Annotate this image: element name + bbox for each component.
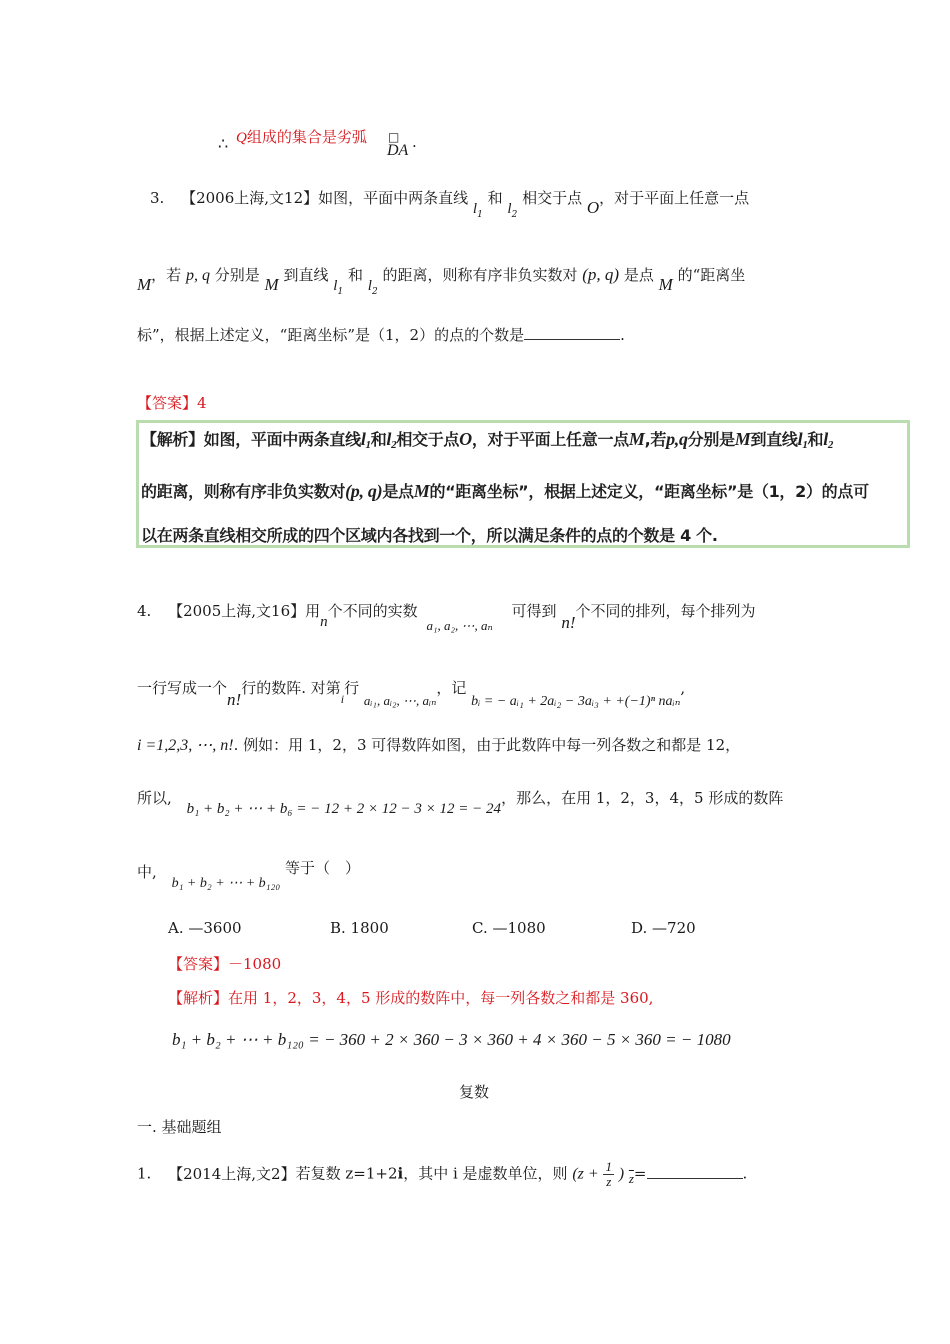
q4-text-5: 一行写成一个 xyxy=(137,679,228,697)
analysis-text-2c: 的“距离坐标”，根据上述定义，“距离坐标”是（1，2）的点可 xyxy=(429,482,869,501)
analysis-text-1h: 和 xyxy=(807,430,824,449)
point-m-3: M xyxy=(658,275,673,294)
q5-period: . xyxy=(742,1164,748,1183)
l2-symbol-2: l xyxy=(367,278,372,294)
analysis-text-2b: 是点 xyxy=(382,482,414,501)
q4-text-13: 中, xyxy=(137,863,157,881)
q5-number: 1. xyxy=(137,1164,152,1183)
option-c: C. —1080 xyxy=(472,919,546,937)
analysis-text-1c: 相交于点 xyxy=(396,430,460,449)
arc-mark: □ xyxy=(388,130,400,144)
analysis-text-1b: 和 xyxy=(370,430,387,449)
analysis-line-1 xyxy=(141,427,833,451)
analysis-m: M xyxy=(628,429,645,449)
q4-analysis-label: 【解析】 xyxy=(168,989,229,1007)
q4-text-1: 用 xyxy=(305,602,321,620)
q3-answer xyxy=(137,392,207,413)
q4-text-10: . 例如：用 1，2，3 可得数阵如图，由于此数阵中每一列各数之和都是 12， xyxy=(233,736,741,754)
analysis-text-3: 以在两条直线相交所成的四个区域内各找到一个，所以满足条件的点的个数是 4 个. xyxy=(141,526,718,545)
q3-text-8: 是点 xyxy=(623,266,654,284)
answer-label: 【答案】 xyxy=(137,394,198,412)
q5-text-2: ，其中 i 是虚数单位，则 xyxy=(403,1164,568,1183)
q4-line-3 xyxy=(137,734,740,755)
n-symbol: n xyxy=(320,614,328,630)
sequence-a: a₁, a₂, ⋯, aₙ xyxy=(426,618,493,633)
l1-symbol: l xyxy=(472,201,478,217)
sum-b6: b₁ + b₂ + ⋯ + b₆ = − 12 + 2 × 12 − 3 × 12 = − 24 xyxy=(186,801,502,817)
q5-frac-den: z xyxy=(606,1174,612,1189)
q5-answer-blank xyxy=(647,1164,743,1179)
l2-sub: 2 xyxy=(511,210,518,220)
analysis-l2: l xyxy=(386,429,392,449)
pq-pair: (p, q) xyxy=(582,265,620,284)
q4-answer-label: 【答案】 xyxy=(168,955,229,973)
top-conclusion xyxy=(236,126,367,147)
q5-frac-num: 1 xyxy=(605,1159,612,1174)
q4-number: 4. xyxy=(137,602,152,620)
analysis-text-1g: 到直线 xyxy=(750,430,798,449)
analysis-l1-b: l xyxy=(797,429,803,449)
top-period: . xyxy=(412,133,417,151)
n-factorial: n! xyxy=(561,613,576,632)
analysis-m-3: M xyxy=(413,481,430,501)
l1-symbol-2: l xyxy=(333,278,338,294)
option-a: A. —3600 xyxy=(168,919,242,937)
q4-answer-value: －1080 xyxy=(228,955,282,973)
q3-source: 【2006上海,文12】 xyxy=(181,189,319,207)
q3-text: 如图，平面中两条直线 xyxy=(318,189,469,207)
q3-line-1 xyxy=(150,187,750,220)
q3-text-5: 分别是 xyxy=(214,266,260,284)
q3-text-6: 到直线 xyxy=(283,266,329,284)
i-symbol: i xyxy=(340,692,345,706)
top-conclusion-text: 组成的集合是劣弧 xyxy=(246,128,367,146)
q5-text-1: 若复数 z=1+2 xyxy=(295,1164,398,1183)
q4-text-4: 个不同的排列，每个排列为 xyxy=(575,602,756,620)
analysis-text-1a: 【解析】如图，平面中两条直线 xyxy=(141,430,361,449)
analysis-text-1d: ，对于平面上任意一点 xyxy=(471,430,629,449)
q4-text-14: 等于（ ） xyxy=(285,859,361,877)
section-title: 复数 xyxy=(459,1083,490,1101)
q4-analysis-text: 在用 1，2，3，4，5 形成的数阵中，每一列各数之和都是 360, xyxy=(228,989,654,1007)
analysis-l1: l xyxy=(360,429,366,449)
q3-line-2 xyxy=(137,264,746,297)
analysis-image-box xyxy=(136,420,910,548)
q3-text-3: ，对于平面上任意一点 xyxy=(599,189,750,207)
point-o: O xyxy=(586,198,600,217)
analysis-o: O xyxy=(459,429,472,449)
analysis-m-2: M xyxy=(734,429,751,449)
q4-text-6: 行的数阵. 对第 xyxy=(241,679,341,697)
q4-text-2: 个不同的实数 xyxy=(327,602,418,620)
q3-text-7: 的距离，则称有序非负实数对 xyxy=(382,266,578,284)
q3-text-11: . xyxy=(620,326,625,344)
analysis-l1-sub: 1 xyxy=(365,439,371,451)
q5-expr-close: ) xyxy=(618,1165,625,1183)
q3-text-10: 标”，根据上述定义，“距离坐标”是（1，2）的点的个数是 xyxy=(137,326,525,344)
analysis-text-1e: ,若 xyxy=(644,430,667,449)
q4-text-11: 所以, xyxy=(137,789,172,807)
answer-value: 4 xyxy=(197,394,207,412)
sum-b120: b₁ + b₂ + ⋯ + b₁₂₀ xyxy=(171,876,281,891)
analysis-line-2 xyxy=(141,479,869,502)
q5-i: i xyxy=(397,1164,404,1183)
l2-sub-2: 2 xyxy=(371,287,378,297)
analysis-l1-sub-b: 1 xyxy=(802,439,808,451)
i-range: i =1,2,3, ⋯, n! xyxy=(137,737,234,754)
z-conjugate: $\overline{z}$ xyxy=(628,1170,634,1186)
q3-text-4: ，若 xyxy=(151,266,182,284)
arc-label: DA xyxy=(387,142,409,159)
q4-line-5 xyxy=(137,859,361,891)
analysis-l2-b: l xyxy=(823,429,828,449)
q4-line-4 xyxy=(137,787,784,817)
therefore-symbol: ∴ xyxy=(218,134,229,153)
analysis-pair: (p, q) xyxy=(345,481,383,501)
row-sequence: aᵢ₁, aᵢ₂, ⋯, aᵢₙ xyxy=(363,693,437,708)
q4-equation: b₁ + b₂ + ⋯ + b₁₂₀ = − 360 + 2 × 360 − 3 × 360 + 4 × 360 − 5 × 360 = − 1080 xyxy=(172,1030,731,1049)
q3-text-2: 相交于点 xyxy=(522,189,583,207)
pq-symbol: p, q xyxy=(185,267,210,284)
q4-text-12: ，那么，在用 1，2，3，4，5 形成的数阵 xyxy=(501,789,784,807)
q5-line xyxy=(137,1160,747,1189)
n-factorial-2: n! xyxy=(227,690,242,709)
q3-and-2: 和 xyxy=(347,266,363,284)
analysis-l2-sub-b: 2 xyxy=(827,439,834,451)
q3-line-3 xyxy=(137,324,625,345)
q4-answer xyxy=(168,953,281,974)
b-definition: bᵢ = − aᵢ₁ + 2aᵢ₂ − 3aᵢ₃ + +(−1)ⁿ naᵢₙ xyxy=(471,694,681,709)
q5-fraction xyxy=(603,1160,614,1189)
option-d: D. —720 xyxy=(631,919,696,937)
l1-sub: 1 xyxy=(477,210,483,220)
q5-expr-open: (z + xyxy=(572,1165,599,1183)
analysis-text-1f: 分别是 xyxy=(687,430,735,449)
q3-number: 3. xyxy=(150,189,165,207)
analysis-pq: p,q xyxy=(666,429,688,449)
section-subtitle: 一. 基础题组 xyxy=(137,1118,222,1136)
q4-text-8: ，记 xyxy=(436,679,467,697)
q4-text-3: 可得到 xyxy=(511,602,557,620)
option-b: B. 1800 xyxy=(330,919,389,937)
l1-sub-2: 1 xyxy=(337,287,344,297)
q4-source: 【2005上海,文16】 xyxy=(168,602,306,620)
analysis-text-2a: 的距离，则称有序非负实数对 xyxy=(141,482,346,501)
q3-and: 和 xyxy=(487,189,503,207)
q4-analysis xyxy=(168,987,653,1008)
point-m: M xyxy=(137,275,152,294)
q-symbol: Q xyxy=(236,130,247,146)
analysis-l2-sub: 2 xyxy=(391,439,397,451)
l2-symbol: l xyxy=(507,201,512,217)
q5-source: 【2014上海,文2】 xyxy=(168,1164,296,1183)
q5-equals: = xyxy=(633,1164,647,1183)
answer-blank xyxy=(524,325,620,340)
q4-text-7: 行 xyxy=(344,679,360,697)
q4-text-9: , xyxy=(680,679,686,697)
q4-line-1 xyxy=(137,600,756,633)
point-m-2: M xyxy=(264,275,279,294)
analysis-line-3 xyxy=(141,523,718,546)
q4-line-2 xyxy=(137,677,686,709)
q3-text-9: 的“距离坐 xyxy=(677,266,746,284)
